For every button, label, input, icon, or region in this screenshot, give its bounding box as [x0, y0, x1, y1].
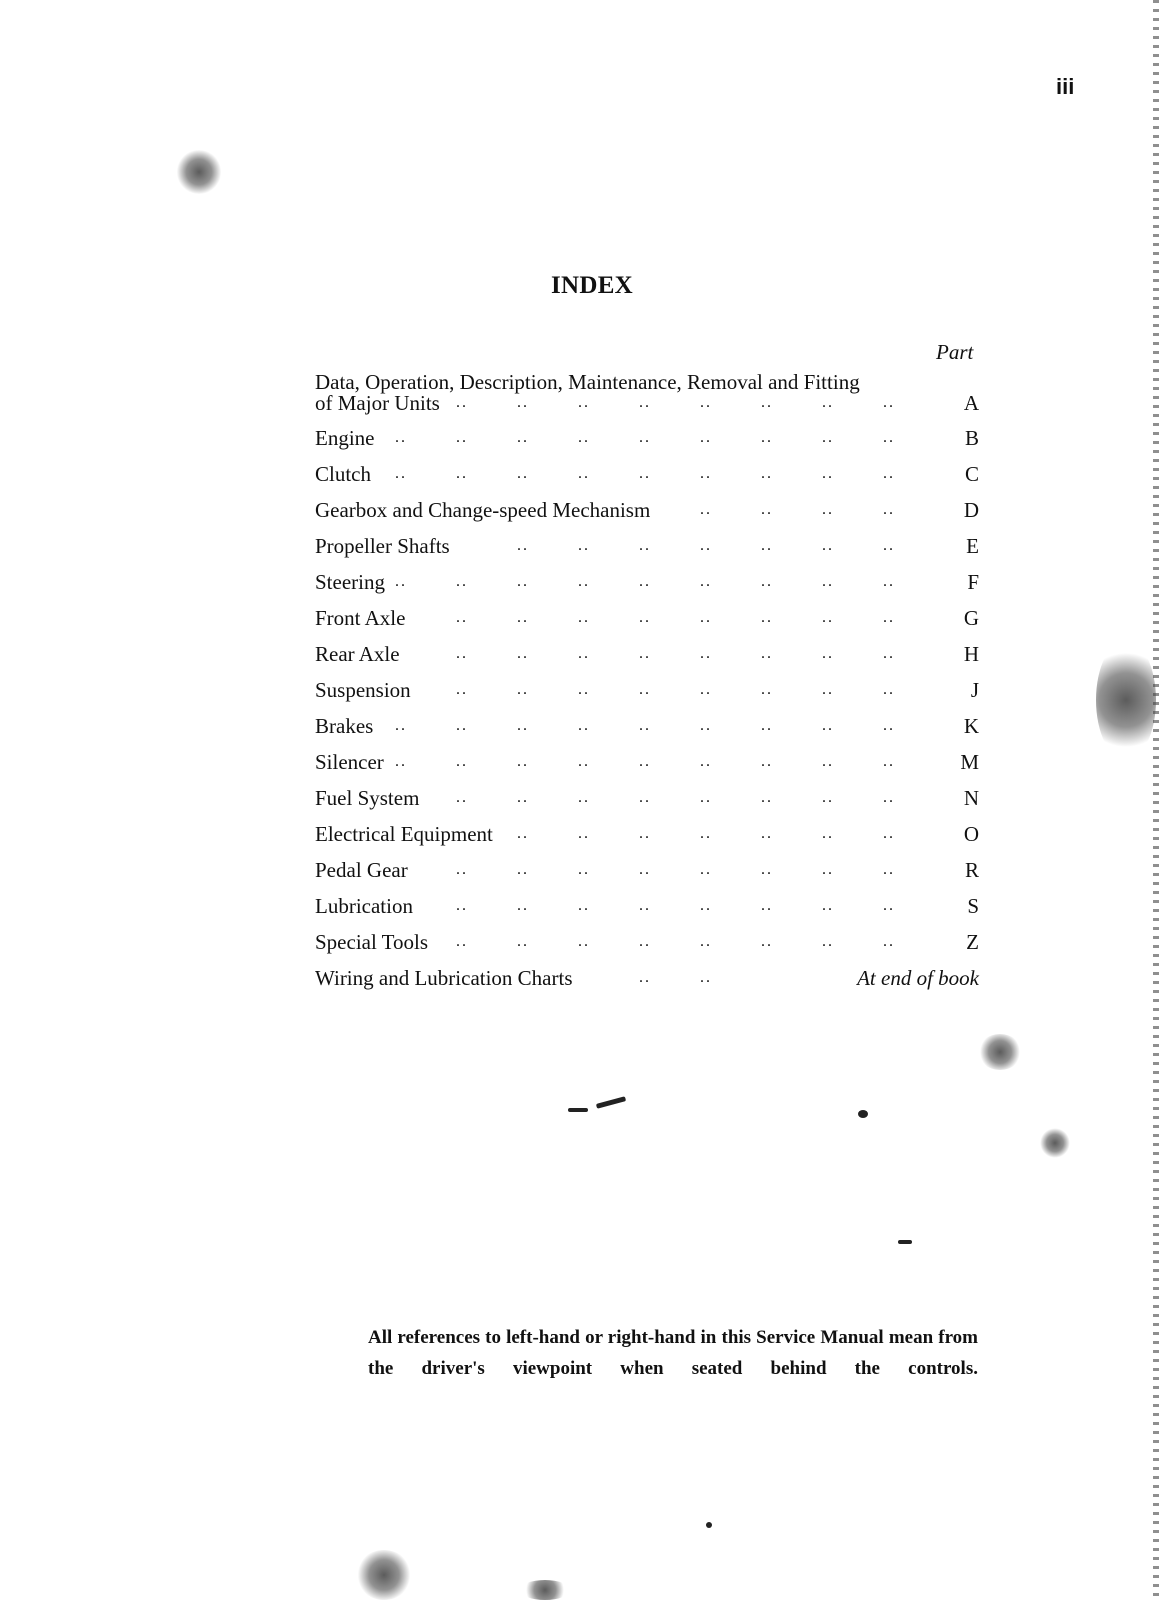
leader-dot: .. [639, 609, 651, 626]
leader-dot: .. [700, 394, 712, 411]
scan-blot [978, 1034, 1022, 1070]
leader-dot: .. [700, 501, 712, 518]
leader-dot: .. [761, 933, 773, 950]
leader-dot: .. [456, 609, 468, 626]
scan-speck [706, 1522, 712, 1528]
index-entry-label: Clutch [315, 462, 371, 486]
leader-dot: .. [883, 681, 895, 698]
leader-dot: .. [639, 537, 651, 554]
index-entry-label: Suspension [315, 678, 411, 702]
leader-dot: .. [822, 573, 834, 590]
leader-dot: .. [761, 609, 773, 626]
index-entry-part: E [966, 534, 979, 558]
index-entry [315, 460, 979, 488]
index-entry-label: Wiring and Lubrication Charts [315, 966, 573, 990]
index-entry [315, 604, 979, 632]
leader-dot: .. [395, 717, 407, 734]
intro-entry-line1: Data, Operation, Description, Maintenance, Removal and Fitting [315, 370, 860, 394]
leader-dot: .. [761, 501, 773, 518]
leader-dot: .. [578, 933, 590, 950]
leader-dot: .. [456, 429, 468, 446]
index-entry-label: Special Tools [315, 930, 429, 954]
leader-dot: .. [578, 717, 590, 734]
scan-speck [898, 1240, 912, 1244]
index-entry [315, 892, 979, 920]
index-entry-part: R [964, 858, 979, 882]
index-entry-label: of Major Units [315, 391, 440, 415]
leader-dot: .. [578, 394, 590, 411]
leader-dot: .. [639, 645, 651, 662]
leader-dot: .. [822, 753, 834, 770]
leader-dot: .. [883, 645, 895, 662]
leader-dot: .. [456, 753, 468, 770]
scan-blot [176, 150, 222, 194]
index-entry-part: F [967, 570, 979, 594]
scan-speck [596, 1096, 626, 1109]
leader-dot: .. [700, 789, 712, 806]
index-entry [315, 928, 979, 956]
index-entry [315, 676, 979, 704]
leader-dot: .. [761, 897, 773, 914]
index-entry [315, 784, 979, 812]
leader-dot: .. [700, 573, 712, 590]
leader-dot: .. [700, 609, 712, 626]
leader-dot: .. [639, 825, 651, 842]
leader-dot: .. [761, 789, 773, 806]
leader-dot: .. [700, 537, 712, 554]
leader-dot: .. [517, 394, 529, 411]
leader-dot: .. [456, 645, 468, 662]
leader-dot: .. [639, 394, 651, 411]
leader-dot: .. [578, 609, 590, 626]
index-entry [315, 748, 979, 776]
index-entry [315, 640, 979, 668]
leader-dot: .. [761, 681, 773, 698]
leader-dot: .. [700, 969, 712, 986]
page-title: INDEX [550, 272, 634, 299]
leader-dot: .. [578, 861, 590, 878]
index-entry-part: A [963, 391, 979, 415]
leader-dot: .. [578, 573, 590, 590]
leader-dot: .. [883, 897, 895, 914]
leader-dot: .. [456, 789, 468, 806]
index-entry-label: Front Axle [315, 606, 406, 630]
index-entry-part: C [964, 462, 979, 486]
leader-dot: .. [456, 681, 468, 698]
index-entry [315, 856, 979, 884]
leader-dot: .. [456, 465, 468, 482]
leader-dot: .. [578, 429, 590, 446]
leader-dot: .. [517, 681, 529, 698]
index-entry-label: Lubrication [315, 894, 413, 918]
leader-dot: .. [822, 645, 834, 662]
scan-blot [356, 1550, 412, 1600]
scan-speck [858, 1110, 868, 1118]
leader-dot: .. [822, 394, 834, 411]
scan-blot [1096, 640, 1156, 760]
leader-dot: .. [761, 645, 773, 662]
leader-dot: .. [639, 717, 651, 734]
leader-dot: .. [517, 609, 529, 626]
leader-dot: .. [761, 537, 773, 554]
index-entry-label: Propeller Shafts [315, 534, 450, 558]
leader-dot: .. [517, 465, 529, 482]
leader-dot: .. [639, 897, 651, 914]
leader-dot: .. [578, 645, 590, 662]
leader-dot: .. [639, 789, 651, 806]
leader-dot: .. [395, 429, 407, 446]
leader-dot: .. [456, 573, 468, 590]
scan-blot [520, 1580, 570, 1600]
index-entry-label: Rear Axle [315, 642, 400, 666]
leader-dot: .. [883, 394, 895, 411]
leader-dot: .. [639, 465, 651, 482]
leader-dot: .. [578, 897, 590, 914]
index-entry-label: Engine [315, 426, 375, 450]
index-entry-part: M [960, 750, 979, 774]
leader-dot: .. [578, 465, 590, 482]
index-entry [315, 532, 979, 560]
index-entry-part: K [963, 714, 979, 738]
leader-dot: .. [761, 573, 773, 590]
leader-dot: .. [822, 429, 834, 446]
leader-dot: .. [883, 933, 895, 950]
index-entry-part: B [964, 426, 979, 450]
index-entry-part: Z [966, 930, 979, 954]
leader-dot: .. [395, 573, 407, 590]
leader-dot: .. [822, 465, 834, 482]
leader-dot: .. [761, 753, 773, 770]
index-entry-label: Steering [315, 570, 385, 594]
leader-dot: .. [883, 573, 895, 590]
index-entry-major-units [315, 389, 979, 417]
viewpoint-note: All references to left-hand or right-hand in this Service Manual mean from the driver's viewpoint when seated behind the controls. [368, 1327, 978, 1379]
index-entry-label: Fuel System [315, 786, 420, 810]
leader-dot: .. [456, 861, 468, 878]
leader-dot: .. [639, 969, 651, 986]
leader-dot: .. [517, 825, 529, 842]
leader-dot: .. [517, 933, 529, 950]
leader-dot: .. [639, 573, 651, 590]
index-entry [315, 820, 979, 848]
leader-dot: .. [700, 897, 712, 914]
leader-dot: .. [578, 681, 590, 698]
index-entry-part: At end of book [857, 966, 979, 990]
leader-dot: .. [639, 681, 651, 698]
leader-dot: .. [517, 717, 529, 734]
leader-dot: .. [517, 789, 529, 806]
leader-dot: .. [761, 717, 773, 734]
index-entry [315, 712, 979, 740]
index-entry-part: G [963, 606, 979, 630]
leader-dot: .. [883, 501, 895, 518]
leader-dot: .. [761, 429, 773, 446]
leader-dot: .. [883, 825, 895, 842]
leader-dot: .. [883, 861, 895, 878]
leader-dot: .. [822, 717, 834, 734]
leader-dot: .. [761, 861, 773, 878]
leader-dot: .. [517, 897, 529, 914]
index-entry-label: Gearbox and Change-speed Mechanism [315, 498, 651, 522]
scan-speck [568, 1108, 588, 1112]
leader-dot: .. [700, 681, 712, 698]
leader-dot: .. [883, 609, 895, 626]
leader-dot: .. [700, 465, 712, 482]
leader-dot: .. [700, 933, 712, 950]
index-entry [315, 964, 979, 992]
leader-dot: .. [700, 717, 712, 734]
leader-dot: .. [517, 753, 529, 770]
leader-dot: .. [517, 573, 529, 590]
leader-dot: .. [761, 394, 773, 411]
leader-dot: .. [822, 609, 834, 626]
leader-dot: .. [822, 861, 834, 878]
leader-dot: .. [639, 753, 651, 770]
leader-dot: .. [883, 717, 895, 734]
index-entry [315, 496, 979, 524]
leader-dot: .. [578, 789, 590, 806]
leader-dot: .. [822, 537, 834, 554]
scan-page-edge [1153, 0, 1159, 1600]
leader-dot: .. [883, 789, 895, 806]
leader-dot: .. [822, 501, 834, 518]
leader-dot: .. [517, 537, 529, 554]
index-entry-label: Pedal Gear [315, 858, 408, 882]
leader-dot: .. [517, 645, 529, 662]
page-number: iii [1056, 74, 1075, 99]
leader-dot: .. [822, 897, 834, 914]
leader-dot: .. [761, 465, 773, 482]
leader-dot: .. [822, 789, 834, 806]
part-column-header: Part [936, 340, 974, 364]
index-entry-part: D [963, 498, 979, 522]
leader-dot: .. [822, 681, 834, 698]
leader-dot: .. [578, 825, 590, 842]
leader-dot: .. [700, 753, 712, 770]
leader-dot: .. [883, 429, 895, 446]
leader-dot: .. [578, 537, 590, 554]
scan-blot [1040, 1128, 1070, 1158]
leader-dot: .. [639, 429, 651, 446]
index-entry-part: S [967, 894, 979, 918]
leader-dot: .. [761, 825, 773, 842]
index-entry-part: H [963, 642, 979, 666]
index-entry [315, 568, 979, 596]
leader-dot: .. [700, 825, 712, 842]
leader-dot: .. [883, 465, 895, 482]
index-entry-part: N [963, 786, 979, 810]
index-entry-part: J [970, 678, 979, 702]
leader-dot: .. [700, 429, 712, 446]
leader-dot: .. [456, 394, 468, 411]
leader-dot: .. [517, 861, 529, 878]
leader-dot: .. [517, 429, 529, 446]
index-entry-part: O [963, 822, 979, 846]
leader-dot: .. [578, 753, 590, 770]
index-entry-label: Brakes [315, 714, 374, 738]
leader-dot: .. [822, 933, 834, 950]
index-entry-label: Silencer [315, 750, 384, 774]
leader-dot: .. [456, 897, 468, 914]
leader-dot: .. [456, 933, 468, 950]
leader-dot: .. [639, 933, 651, 950]
leader-dot: .. [883, 537, 895, 554]
index-entry [315, 424, 979, 452]
leader-dot: .. [700, 861, 712, 878]
leader-dot: .. [456, 717, 468, 734]
index-entry-label: Electrical Equipment [315, 822, 493, 846]
leader-dot: .. [700, 645, 712, 662]
leader-dot: .. [883, 753, 895, 770]
leader-dot: .. [395, 753, 407, 770]
leader-dot: .. [639, 861, 651, 878]
leader-dot: .. [822, 825, 834, 842]
leader-dot: .. [395, 465, 407, 482]
